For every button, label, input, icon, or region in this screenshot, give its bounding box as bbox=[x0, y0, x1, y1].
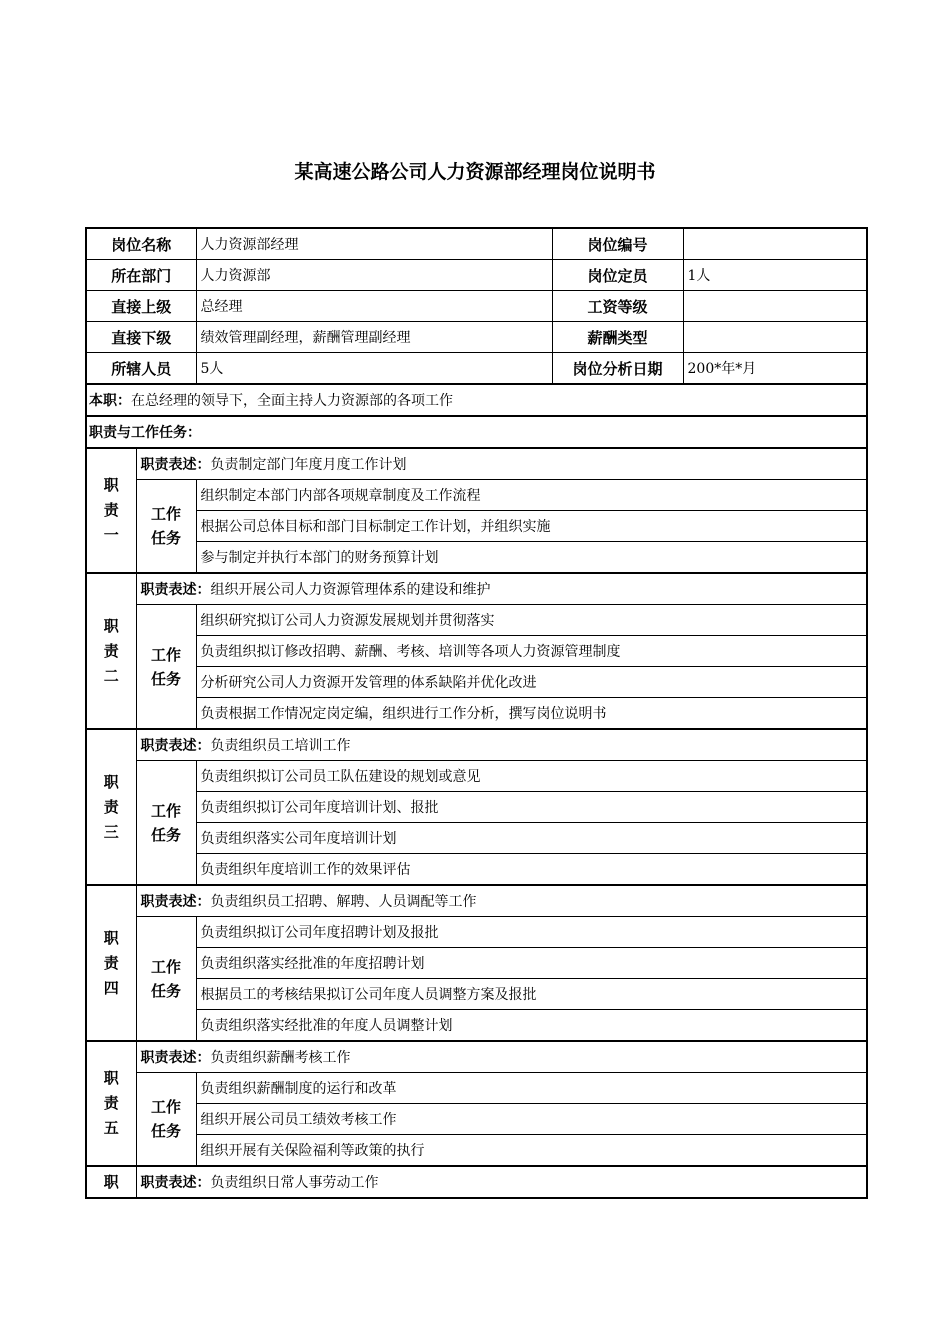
task-item: 负责根据工作情况定岗定编，组织进行工作分析，撰写岗位说明书 bbox=[196, 698, 867, 730]
statement-text: 负责组织员工招聘、解聘、人员调配等工作 bbox=[210, 894, 477, 910]
duty-label-char: 责 bbox=[103, 641, 119, 660]
task-label-line: 工作 bbox=[151, 645, 182, 664]
main-duty-text: 在总经理的领导下，全面主持人力资源部的各项工作 bbox=[131, 393, 453, 409]
task-item: 负责组织拟订公司年度招聘计划及报批 bbox=[196, 917, 867, 948]
task-item: 负责组织落实经批准的年度人员调整计划 bbox=[196, 1010, 867, 1042]
superior-value: 总经理 bbox=[196, 291, 552, 322]
duty-2-label bbox=[86, 573, 136, 729]
task-label-line: 任务 bbox=[151, 669, 182, 688]
duty-label-char: 一 bbox=[103, 526, 119, 544]
task-item: 负责组织落实公司年度培训计划 bbox=[196, 823, 867, 854]
analysis-date-label: 岗位分析日期 bbox=[552, 353, 683, 385]
task-item: 组织开展公司员工绩效考核工作 bbox=[196, 1104, 867, 1135]
job-description-table bbox=[85, 227, 868, 1199]
duty-2-task-label bbox=[136, 605, 196, 730]
task-item: 负责组织年度培训工作的效果评估 bbox=[196, 854, 867, 886]
duties-header: 职责与工作任务： bbox=[86, 416, 867, 448]
task-item: 负责组织薪酬制度的运行和改革 bbox=[196, 1073, 867, 1104]
statement-label: 职责表述： bbox=[140, 457, 211, 473]
duty-label-char: 责 bbox=[103, 501, 119, 519]
task-label-line: 工作 bbox=[151, 957, 182, 976]
duty-label-char: 三 bbox=[103, 822, 119, 841]
duty-4-statement bbox=[136, 885, 867, 917]
duty-6-label bbox=[86, 1166, 136, 1198]
duty-3-statement bbox=[136, 729, 867, 761]
position-name-value: 人力资源部经理 bbox=[196, 228, 552, 260]
salary-grade-value bbox=[683, 291, 867, 322]
salary-type-value bbox=[683, 322, 867, 353]
department-value: 人力资源部 bbox=[196, 260, 552, 291]
duty-label-char: 职 bbox=[103, 1069, 119, 1087]
statement-label: 职责表述： bbox=[140, 1050, 211, 1066]
task-label-line: 任务 bbox=[151, 529, 182, 547]
duty-label-char: 职 bbox=[103, 928, 119, 947]
statement-label: 职责表述： bbox=[140, 1175, 211, 1191]
statement-label: 职责表述： bbox=[140, 582, 211, 598]
task-label-line: 任务 bbox=[151, 825, 182, 844]
position-no-value bbox=[683, 228, 867, 260]
task-item: 负责组织落实经批准的年度招聘计划 bbox=[196, 948, 867, 979]
duty-label-char: 二 bbox=[103, 666, 119, 685]
duty-6-statement bbox=[136, 1166, 867, 1198]
duty-label-char: 职 bbox=[103, 1172, 119, 1191]
statement-text: 负责组织日常人事劳动工作 bbox=[210, 1175, 379, 1191]
statement-text: 负责组织薪酬考核工作 bbox=[210, 1050, 351, 1066]
superior-label: 直接上级 bbox=[86, 291, 196, 322]
task-item: 负责组织拟订公司员工队伍建设的规划或意见 bbox=[196, 761, 867, 792]
duty-label-char: 职 bbox=[103, 616, 119, 635]
task-label-line: 任务 bbox=[151, 981, 182, 1000]
page-title: 某高速公路公司人力资源部经理岗位说明书 bbox=[294, 161, 656, 183]
statement-text: 负责制定部门年度月度工作计划 bbox=[210, 457, 407, 473]
task-item: 组织开展有关保险福利等政策的执行 bbox=[196, 1135, 867, 1167]
staff-value: 5人 bbox=[196, 353, 552, 385]
statement-label: 职责表述： bbox=[140, 738, 211, 754]
duty-1-label bbox=[86, 448, 136, 573]
duty-label-char: 五 bbox=[103, 1119, 119, 1137]
task-item: 负责组织拟订公司年度培训计划、报批 bbox=[196, 792, 867, 823]
position-name-label: 岗位名称 bbox=[86, 228, 196, 260]
salary-type-label: 薪酬类型 bbox=[552, 322, 683, 353]
duty-5-task-label bbox=[136, 1073, 196, 1167]
task-item: 参与制定并执行本部门的财务预算计划 bbox=[196, 542, 867, 574]
duty-label-char: 职 bbox=[103, 772, 119, 791]
staff-label: 所辖人员 bbox=[86, 353, 196, 385]
task-item: 组织制定本部门内部各项规章制度及工作流程 bbox=[196, 480, 867, 511]
task-label-line: 工作 bbox=[151, 505, 182, 523]
task-label-line: 工作 bbox=[151, 801, 182, 820]
duty-label-char: 责 bbox=[103, 797, 119, 816]
duty-label-char: 责 bbox=[103, 1094, 119, 1112]
task-label-line: 任务 bbox=[151, 1122, 182, 1140]
duty-label-char: 职 bbox=[103, 476, 119, 494]
task-item: 负责组织拟订修改招聘、薪酬、考核、培训等各项人力资源管理制度 bbox=[196, 636, 867, 667]
duty-5-statement bbox=[136, 1041, 867, 1073]
duty-3-label bbox=[86, 729, 136, 885]
duty-2-statement bbox=[136, 573, 867, 605]
duty-label-char: 四 bbox=[103, 978, 119, 997]
statement-text: 组织开展公司人力资源管理体系的建设和维护 bbox=[210, 582, 491, 598]
headcount-label: 岗位定员 bbox=[552, 260, 683, 291]
task-item: 分析研究公司人力资源开发管理的体系缺陷并优化改进 bbox=[196, 667, 867, 698]
task-item: 组织研究拟订公司人力资源发展规划并贯彻落实 bbox=[196, 605, 867, 636]
task-label-line: 工作 bbox=[151, 1098, 182, 1116]
department-label: 所在部门 bbox=[86, 260, 196, 291]
main-duty-label: 本职： bbox=[89, 393, 131, 409]
duty-4-task-label bbox=[136, 917, 196, 1042]
task-item: 根据公司总体目标和部门目标制定工作计划，并组织实施 bbox=[196, 511, 867, 542]
salary-grade-label: 工资等级 bbox=[552, 291, 683, 322]
headcount-value: 1人 bbox=[683, 260, 867, 291]
main-duty bbox=[86, 384, 867, 416]
duty-label-char: 责 bbox=[103, 953, 119, 972]
subordinate-value: 绩效管理副经理，薪酬管理副经理 bbox=[196, 322, 552, 353]
statement-text: 负责组织员工培训工作 bbox=[210, 738, 351, 754]
duty-4-label bbox=[86, 885, 136, 1041]
task-item: 根据员工的考核结果拟订公司年度人员调整方案及报批 bbox=[196, 979, 867, 1010]
duty-1-statement bbox=[136, 448, 867, 480]
duty-3-task-label bbox=[136, 761, 196, 886]
subordinate-label: 直接下级 bbox=[86, 322, 196, 353]
duty-1-task-label bbox=[136, 480, 196, 574]
analysis-date-value: 200*年*月 bbox=[683, 353, 867, 385]
statement-label: 职责表述： bbox=[140, 894, 211, 910]
duty-5-label bbox=[86, 1041, 136, 1166]
position-no-label: 岗位编号 bbox=[552, 228, 683, 260]
